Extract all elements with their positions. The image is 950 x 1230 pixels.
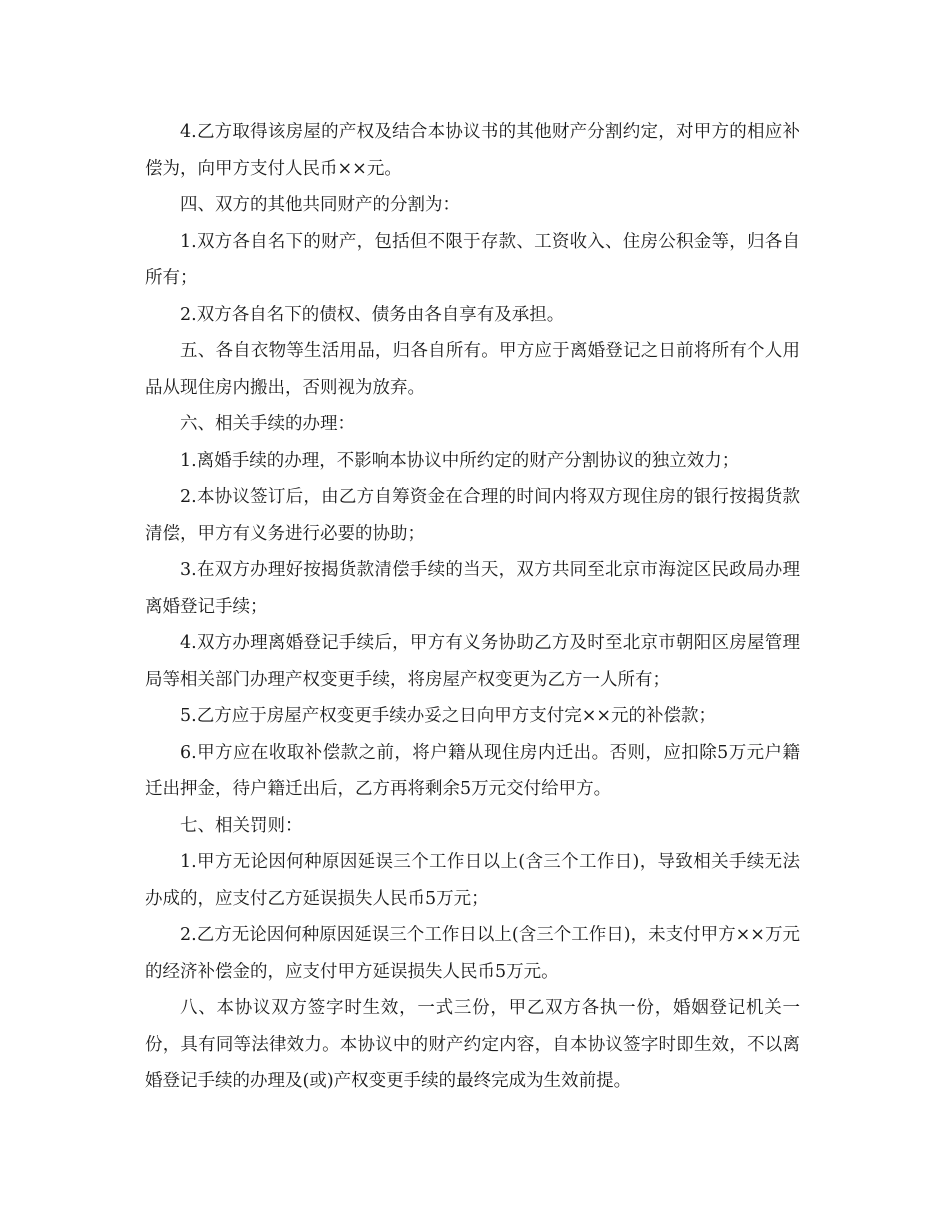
section-5-personal-items: 五、各自衣物等生活用品，归各自所有。甲方应于离婚登记之日前将所有个人用品从现住房内搬出，否则视为放弃。 [145, 341, 800, 398]
clause-6-5: 5.乙方应于房屋产权变更手续办妥之日向甲方支付完××元的补偿款； [180, 706, 717, 726]
document-body [145, 114, 800, 1100]
section-6-heading: 六、相关手续的办理： [180, 414, 355, 434]
clause-6-3: 3.在双方办理好按揭货款清偿手续的当天，双方共同至北京市海淀区民政局办理离婚登记手续； [145, 560, 800, 617]
clause-7-2: 2.乙方无论因何种原因延误三个工作日以上(含三个工作日)，未支付甲方××万元的经济补偿金的，应支付甲方延误损失人民币5万元。 [145, 925, 800, 982]
section-7-heading: 七、相关罚则： [180, 815, 303, 836]
section-4-heading: 四、双方的其他共同财产的分割为： [180, 195, 460, 215]
clause-4-2-debts: 2.双方各自名下的债权、债务由各自享有及承担。 [180, 304, 565, 325]
clause-6-4: 4.双方办理离婚登记手续后，甲方有义务协助乙方及时至北京市朝阳区房屋管理局等相关部门办理产权变更手续，将房屋产权变更为乙方一人所有； [145, 633, 800, 690]
clause-7-1: 1.甲方无论因何种原因延误三个工作日以上(含三个工作日)，导致相关手续无法办成的，应支付乙方延误损失人民币5万元； [145, 852, 800, 909]
clause-6-2: 2.本协议签订后，由乙方自筹资金在合理的时间内将双方现住房的银行按揭货款清偿，甲方有义务进行必要的协助； [145, 487, 800, 544]
clause-4-1-own-property: 1.双方各自名下的财产，包括但不限于存款、工资收入、住房公积金等，归各自所有； [145, 231, 800, 288]
clause-4-compensation: 4.乙方取得该房屋的产权及结合本协议书的其他财产分割约定，对甲方的相应补偿为，向甲方支付人民币××元。 [145, 122, 800, 179]
clause-6-1: 1.离婚手续的办理，不影响本协议中所约定的财产分割协议的独立效力； [180, 450, 740, 471]
section-8-effectiveness: 八、本协议双方签字时生效，一式三份，甲乙双方各执一份，婚姻登记机关一份，具有同等法律效力。本协议中的财产约定内容，自本协议签字时即生效，不以离婚登记手续的办理及(或)产权变更手续的最终完成为生效前提。 [145, 998, 800, 1091]
clause-6-6: 6.甲方应在收取补偿款之前，将户籍从现住房内迁出。否则，应扣除5万元户籍迁出押金，待户籍迁出后，乙方再将剩余5万元交付给甲方。 [145, 742, 800, 799]
